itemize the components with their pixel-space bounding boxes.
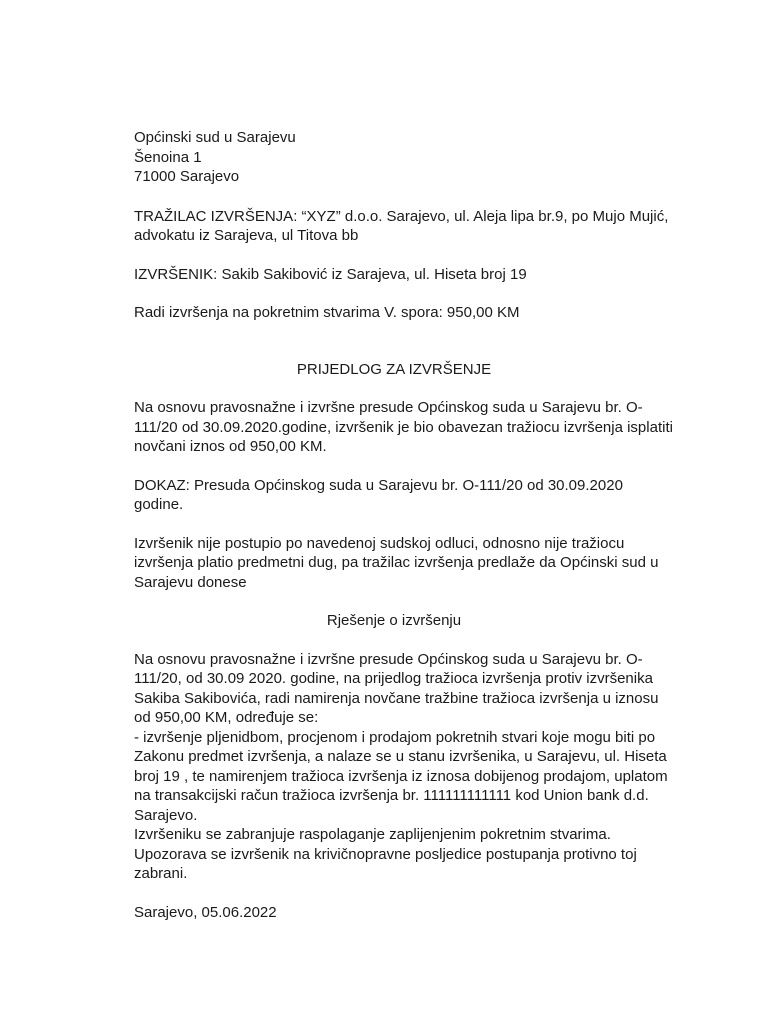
court-street: Šenoina 1	[134, 148, 202, 166]
decision-title	[134, 611, 654, 631]
paragraph-line: novčani iznos od 950,00 KM.	[134, 438, 327, 455]
paragraph-line: godine.	[134, 496, 184, 513]
paragraph-line: Upozorava se izvršenik na krivičnopravne posljedice postupanja protivno toj	[134, 845, 637, 863]
paragraph-line: 111/20 od 30.09.2020.godine, izvršenik je bio obavezan tražiocu izvršenja isplatiti	[134, 418, 673, 436]
paragraph-line: DOKAZ: Presuda Općinskog suda u Sarajevu br. O-111/20 od 30.09.2020	[134, 476, 623, 494]
petitioner-line: advokatu iz Sarajeva, ul Titova bb	[134, 227, 359, 244]
paragraph-line: Na osnovu pravosnažne i izvršne presude Općinskog suda u Sarajevu br. O-	[134, 650, 643, 668]
title-text: PRIJEDLOG ZA IZVRŠENJE	[296, 360, 492, 378]
paragraph-line: Sakiba Sakibovića, radi namirenja novčane tražbine tražioca izvršenja u iznosu	[134, 689, 659, 707]
paragraph-line: 111/20, od 30.09 2020. godine, na prijedlog tražioca izvršenja protiv izvršenika	[134, 670, 653, 687]
subject-block	[134, 303, 654, 323]
evidence-paragraph	[134, 476, 654, 515]
debtor-line: IZVRŠENIK: Sakib Sakibović iz Sarajeva, ul. Hiseta broj 19	[134, 265, 527, 283]
debtor-block	[134, 265, 654, 285]
document-title	[134, 360, 654, 380]
paragraph-line: od 950,00 KM, određuje se:	[134, 709, 319, 726]
document-body	[134, 128, 673, 922]
paragraph-line: broj 19 , te namirenjem tražioca izvršenja iz iznosa dobijenog prodajom, uplatom	[134, 767, 668, 785]
paragraph-line: Izvršeniku se zabranjuje raspolaganje zaplijenjenim pokretnim stvarima.	[134, 826, 611, 843]
paragraph-line: na transakcijski račun tražioca izvršenja br. 111111111111 kod Union bank d.d.	[134, 787, 649, 804]
basis-paragraph	[134, 398, 673, 457]
place-date	[134, 903, 654, 923]
paragraph-line: izvršenja platio predmetni dug, pa tražilac izvršenja predlaže da Općinski sud u	[134, 554, 659, 571]
request-paragraph	[134, 534, 659, 593]
place-date-text: Sarajevo, 05.06.2022	[134, 903, 277, 921]
paragraph-line: zabrani.	[134, 865, 188, 882]
petitioner-block	[134, 207, 669, 246]
petitioner-line: TRAŽILAC IZVRŠENJA: “XYZ” d.o.o. Sarajevo, ul. Aleja lipa br.9, po Mujo Mujić,	[134, 207, 669, 225]
decision-body	[134, 650, 668, 884]
paragraph-line: Zakonu predmet izvršenja, a nalaze se u stanu izvršenika, u Sarajevu, ul. Hiseta	[134, 748, 667, 765]
subject-line: Radi izvršenja na pokretnim stvarima V. spora: 950,00 KM	[134, 304, 520, 321]
paragraph-line: - izvršenje pljenidbom, procjenom i prodajom pokretnih stvari koje mogu biti po	[134, 728, 656, 746]
court-address	[134, 128, 654, 187]
paragraph-line: Sarajevo.	[134, 806, 198, 824]
court-city: 71000 Sarajevo	[134, 168, 240, 185]
court-name: Općinski sud u Sarajevu	[134, 129, 296, 146]
paragraph-line: Na osnovu pravosnažne i izvršne presude Općinskog suda u Sarajevu br. O-	[134, 399, 643, 416]
paragraph-line: Izvršenik nije postupio po navedenoj sudskoj odluci, odnosno nije tražiocu	[134, 534, 625, 552]
decision-title-text: Rješenje o izvršenju	[326, 612, 462, 629]
paragraph-line: Sarajevu donese	[134, 573, 247, 591]
